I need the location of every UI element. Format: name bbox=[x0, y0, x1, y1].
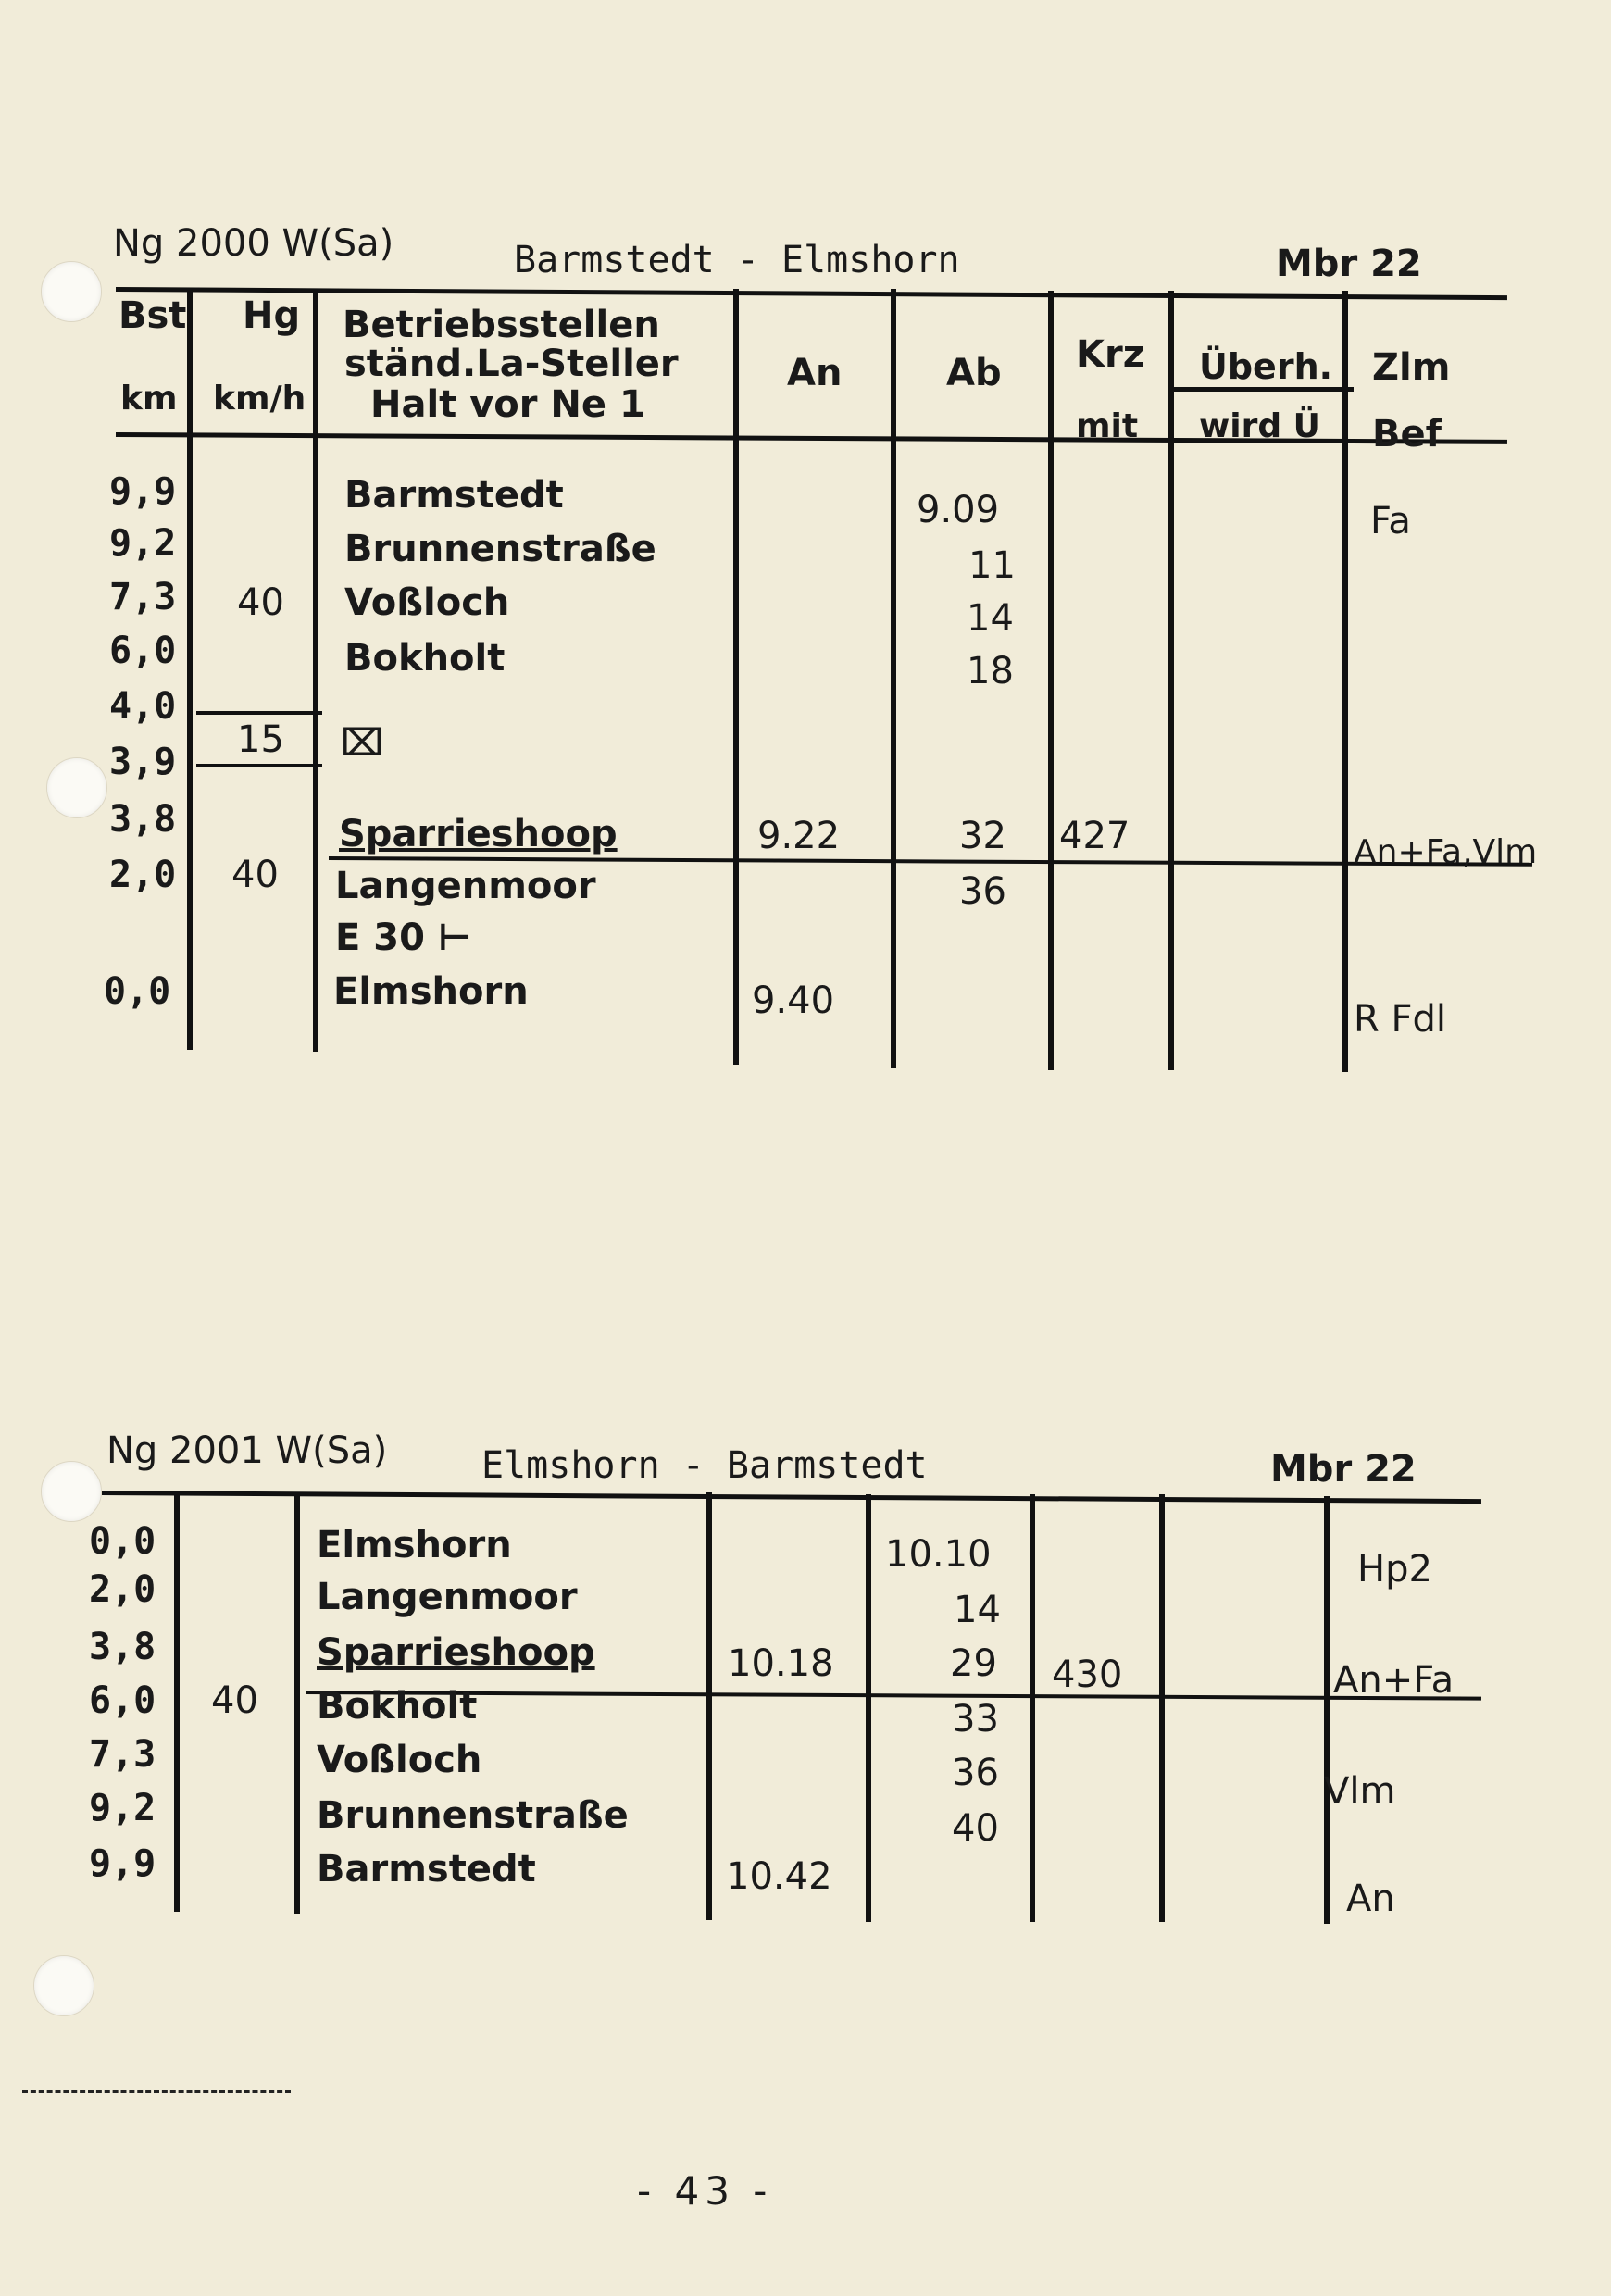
row7-station: Sparrieshoop bbox=[339, 813, 618, 855]
header-an: An bbox=[787, 352, 843, 394]
row7-an: 9.22 bbox=[757, 815, 841, 857]
row1-km: 9,9 bbox=[109, 470, 177, 513]
ink-scribble bbox=[22, 2090, 291, 2097]
row3-station: Voßloch bbox=[344, 581, 510, 624]
row6-km: 9,2 bbox=[89, 1787, 156, 1829]
row3-hg: 40 bbox=[237, 581, 284, 624]
row7-krz: 427 bbox=[1059, 815, 1130, 857]
row3-station: Sparrieshoop bbox=[317, 1631, 595, 1674]
row2-bef: Fa bbox=[1370, 500, 1411, 543]
row4-station: Bokholt bbox=[317, 1685, 478, 1728]
row3-km: 7,3 bbox=[109, 576, 177, 618]
header-mit: mit bbox=[1076, 407, 1139, 445]
punch-hole-4 bbox=[33, 1955, 94, 2016]
row4-km: 6,0 bbox=[109, 630, 177, 672]
sheet-label: Mbr 22 bbox=[1270, 1448, 1417, 1491]
row7-km: 9,9 bbox=[89, 1842, 156, 1885]
col-line-5 bbox=[1048, 291, 1054, 1070]
col-line-3 bbox=[706, 1492, 712, 1920]
row5-ab: 36 bbox=[952, 1752, 999, 1794]
rule-hg-box-top bbox=[196, 711, 322, 715]
row1-ab: 10.10 bbox=[885, 1533, 992, 1576]
row3-bef: An+Fa bbox=[1333, 1659, 1455, 1702]
row2-ab: 14 bbox=[954, 1589, 1001, 1631]
row8-ab: 36 bbox=[959, 870, 1006, 913]
row4-station: Bokholt bbox=[344, 637, 506, 680]
row5-bef: Vlm bbox=[1324, 1770, 1396, 1813]
row7-ab: 32 bbox=[959, 815, 1006, 857]
row2-km: 9,2 bbox=[109, 522, 177, 565]
row10-an: 9.40 bbox=[752, 980, 835, 1022]
row3-ab: 29 bbox=[950, 1642, 997, 1685]
row6-ab: 40 bbox=[952, 1807, 999, 1850]
row10-km: 0,0 bbox=[104, 970, 171, 1013]
row3-krz: 430 bbox=[1052, 1653, 1123, 1696]
row4-ab: 18 bbox=[967, 650, 1014, 693]
row2-km: 2,0 bbox=[89, 1568, 156, 1611]
header-hg: Hg bbox=[243, 294, 301, 337]
col-line-4 bbox=[891, 289, 896, 1068]
header-wird: wird Ü bbox=[1199, 407, 1320, 445]
row6-station: Brunnenstraße bbox=[317, 1794, 629, 1837]
train-number: Ng 2001 W(Sa) bbox=[106, 1429, 388, 1472]
header-bst: Bst bbox=[119, 294, 187, 337]
row10-station: Elmshorn bbox=[333, 970, 529, 1013]
row1-station: Barmstedt bbox=[344, 474, 564, 517]
row2-station: Langenmoor bbox=[317, 1576, 578, 1618]
punch-hole-3 bbox=[41, 1461, 102, 1522]
row1-bef: Hp2 bbox=[1357, 1548, 1432, 1591]
col-line-4 bbox=[866, 1494, 871, 1922]
row7-km: 3,8 bbox=[109, 798, 177, 841]
row8-hg: 40 bbox=[231, 854, 279, 896]
row3-km: 3,8 bbox=[89, 1626, 156, 1668]
train-number: Ng 2000 W(Sa) bbox=[113, 222, 394, 265]
row4-ab: 33 bbox=[952, 1698, 999, 1741]
col-line-2 bbox=[313, 289, 318, 1052]
row2-ab: 11 bbox=[968, 544, 1016, 587]
punch-hole-2 bbox=[46, 757, 107, 818]
col-line-1 bbox=[174, 1491, 180, 1912]
row7-an: 10.42 bbox=[726, 1855, 832, 1898]
row6-km: 3,9 bbox=[109, 741, 177, 783]
header-kmh: km/h bbox=[213, 380, 306, 418]
header-bef: Bef bbox=[1372, 413, 1442, 455]
header-ab: Ab bbox=[946, 352, 1002, 394]
rule-top bbox=[102, 1491, 1481, 1504]
row5-station: Voßloch bbox=[317, 1739, 482, 1781]
row5-km: 7,3 bbox=[89, 1733, 156, 1776]
header-krz: Krz bbox=[1076, 333, 1145, 376]
rule-top bbox=[116, 287, 1507, 300]
col-line-1 bbox=[187, 289, 193, 1050]
punch-hole-1 bbox=[41, 261, 102, 322]
row7-bef: An+Fa,Vlm bbox=[1354, 833, 1538, 871]
row8-km: 2,0 bbox=[109, 854, 177, 896]
header-la-steller: ständ.La-Steller bbox=[344, 343, 679, 385]
row2-station: Brunnenstraße bbox=[344, 528, 656, 570]
row4-hg: 40 bbox=[211, 1679, 258, 1722]
col-line-6 bbox=[1159, 1494, 1165, 1922]
col-line-2 bbox=[294, 1492, 300, 1914]
col-line-3 bbox=[733, 289, 739, 1065]
header-halt: Halt vor Ne 1 bbox=[370, 383, 645, 426]
row8-station: Langenmoor bbox=[335, 865, 596, 907]
route-title: Elmshorn - Barmstedt bbox=[481, 1444, 928, 1487]
row7-station: Barmstedt bbox=[317, 1848, 536, 1890]
page-number: - 43 - bbox=[637, 2168, 773, 2214]
sheet-label: Mbr 22 bbox=[1276, 243, 1422, 285]
rule-uberh bbox=[1168, 387, 1354, 392]
col-line-5 bbox=[1030, 1494, 1035, 1922]
row10-bef: R Fdl bbox=[1354, 998, 1447, 1041]
row9-station: E 30 ⊢ bbox=[335, 917, 472, 959]
row5-km: 4,0 bbox=[109, 685, 177, 728]
header-zlm: Zlm bbox=[1372, 346, 1451, 389]
rule-sparrieshoop bbox=[306, 1691, 1481, 1701]
row1-station: Elmshorn bbox=[317, 1524, 512, 1566]
row7-bef: An bbox=[1346, 1878, 1395, 1920]
row3-an: 10.18 bbox=[728, 1642, 834, 1685]
header-uberh: Überh. bbox=[1199, 346, 1333, 387]
row6-hg: 15 bbox=[237, 718, 284, 761]
row1-km: 0,0 bbox=[89, 1520, 156, 1563]
header-betriebsstellen: Betriebsstellen bbox=[343, 304, 660, 346]
row6-station-symbol: ⌧ bbox=[341, 722, 384, 765]
col-line-7 bbox=[1324, 1496, 1330, 1924]
route-title: Barmstedt - Elmshorn bbox=[514, 239, 960, 281]
row1-ab: 9.09 bbox=[917, 489, 1000, 531]
col-line-7 bbox=[1342, 291, 1348, 1072]
rule-hg-box-bottom bbox=[196, 764, 322, 767]
row4-km: 6,0 bbox=[89, 1679, 156, 1722]
header-km: km bbox=[120, 380, 178, 418]
col-line-6 bbox=[1168, 291, 1174, 1070]
row3-ab: 14 bbox=[967, 597, 1014, 640]
